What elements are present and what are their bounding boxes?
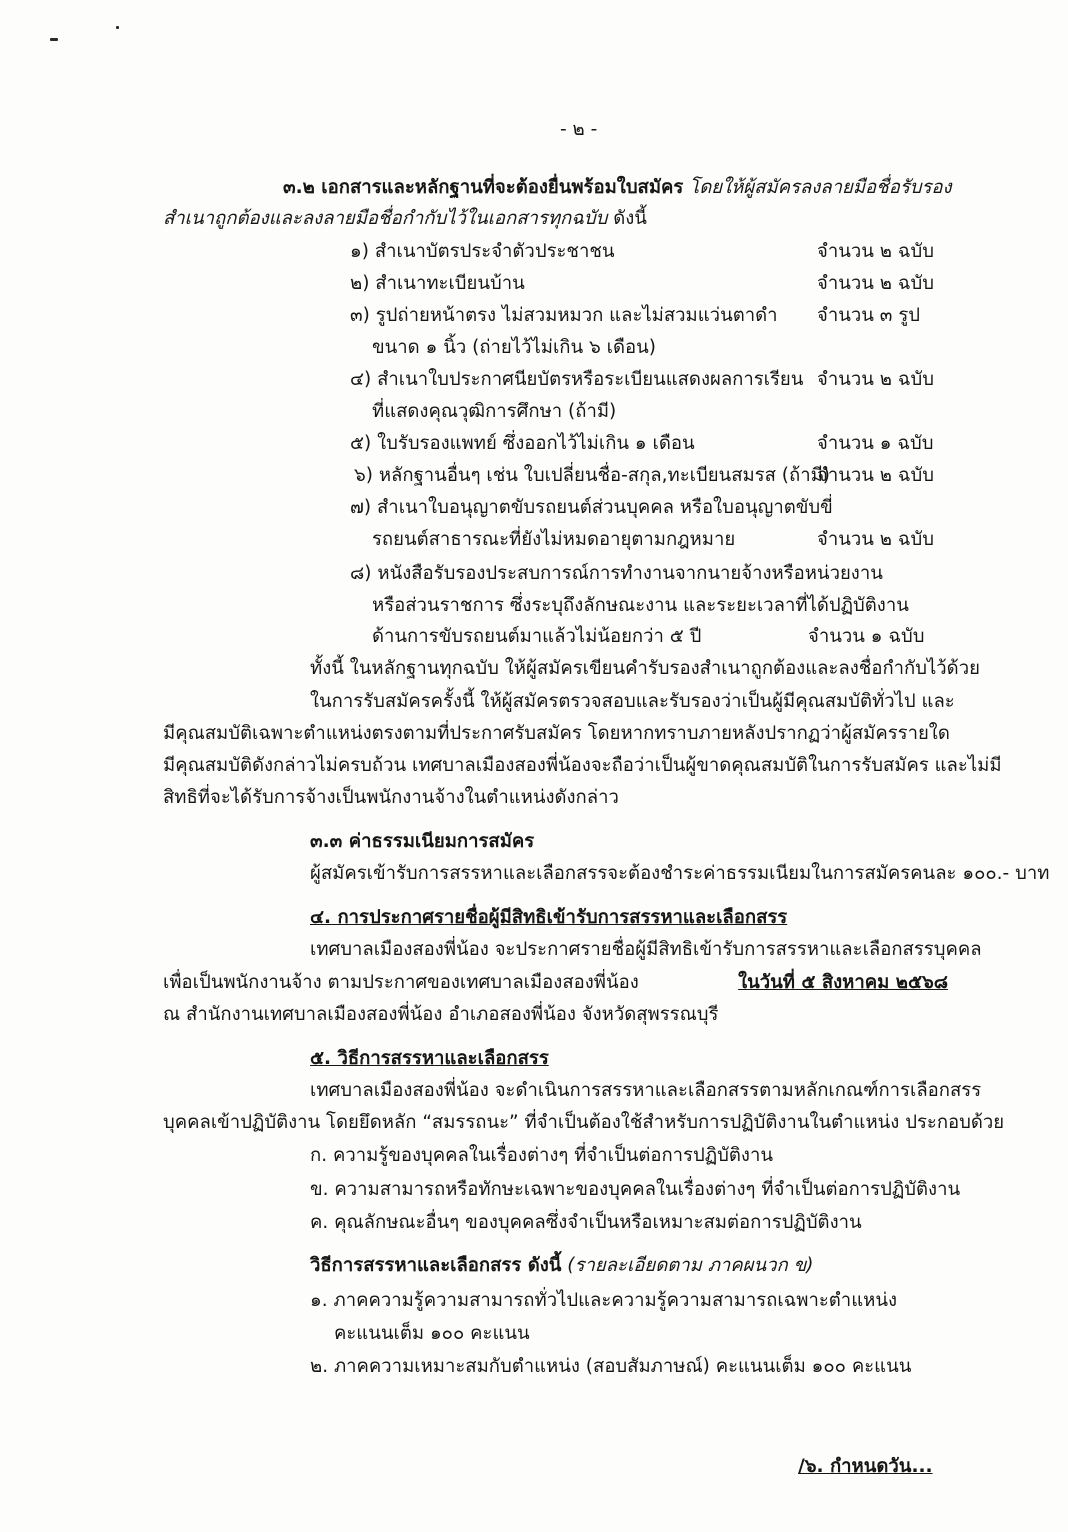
- section-4-heading: ๔. การประกาศรายชื่อผู้มีสิทธิเข้ารับการสรรหาและเลือกสรร: [310, 907, 788, 928]
- section-3-2-title: ๓.๒ เอกสารและหลักฐานที่จะต้องยื่นพร้อมใบสมัคร: [283, 177, 684, 198]
- section-3-3-heading: ๓.๓ ค่าธรรมเนียมการสมัคร: [310, 831, 535, 852]
- scan-speck: [116, 26, 119, 29]
- document-item-7: ๗) สำเนาใบอนุญาตขับรถยนต์ส่วนบุคคล หรือใบอนุญาตขับขี่: [350, 497, 833, 518]
- section-4-line1: เทศบาลเมืองสองพี่น้อง จะประกาศรายชื่อผู้มีสิทธิเข้ารับการสรรหาและเลือกสรรบุคคล: [310, 939, 982, 960]
- document-item-5-qty: จำนวน ๑ ฉบับ: [817, 433, 934, 454]
- document-item-4-line2: ที่แสดงคุณวุฒิการศึกษา (ถ้ามี): [372, 401, 617, 422]
- section-5-heading: ๕. วิธีการสรรหาและเลือกสรร: [310, 1048, 549, 1069]
- document-item-3-qty: จำนวน ๓ รูป: [817, 305, 920, 326]
- section-4-line3: ณ สำนักงานเทศบาลเมืองสองพี่น้อง อำเภอสองพี่น้อง จังหวัดสุพรรณบุรี: [163, 1004, 719, 1025]
- qualification-note-line4: สิทธิที่จะได้รับการจ้างเป็นพนักงานจ้างในตำแหน่งดังกล่าว: [163, 787, 619, 808]
- method-heading: วิธีการสรรหาและเลือกสรร ดังนี้ (รายละเอียดตาม ภาคผนวก ข): [310, 1255, 814, 1276]
- application-fee-text: ผู้สมัครเข้ารับการสรรหาและเลือกสรรจะต้องชำระค่าธรรมเนียมในการสมัครคนละ ๑๐๐.- บาท: [310, 863, 1050, 884]
- document-item-6-qty: จำนวน ๒ ฉบับ: [817, 465, 934, 486]
- document-item-4-qty: จำนวน ๒ ฉบับ: [817, 369, 934, 390]
- document-item-8-line3: ด้านการขับรถยนต์มาแล้วไม่น้อยกว่า ๕ ปี: [372, 626, 702, 647]
- section-4-line2: เพื่อเป็นพนักงานจ้าง ตามประกาศของเทศบาลเมืองสองพี่น้อง ในวันที่ ๕ สิงหาคม ๒๕๖๘: [163, 972, 948, 993]
- qualification-note-line2: มีคุณสมบัติเฉพาะตำแหน่งตรงตามที่ประกาศรับสมัคร โดยหากทราบภายหลังปรากฏว่าผู้สมัครรายใด: [163, 723, 950, 744]
- certify-note: ทั้งนี้ ในหลักฐานทุกฉบับ ให้ผู้สมัครเขียนคำรับรองสำเนาถูกต้องและลงชื่อกำกับไว้ด้วย: [310, 658, 980, 679]
- document-item-3-line2: ขนาด ๑ นิ้ว (ถ่ายไว้ไม่เกิน ๖ เดือน): [372, 337, 656, 358]
- document-item-1: ๑) สำเนาบัตรประจำตัวประชาชน: [350, 241, 615, 262]
- document-item-8-line2: หรือส่วนราชการ ซึ่งระบุถึงลักษณะงาน และระยะเวลาที่ได้ปฏิบัติงาน: [372, 595, 909, 616]
- document-item-8-qty: จำนวน ๑ ฉบับ: [808, 626, 925, 647]
- section-3-2-intro: โดยให้ผู้สมัครลงลายมือชื่อรับรอง: [683, 177, 952, 198]
- page-number: - ๒ -: [560, 119, 598, 140]
- exam-part-1: ๑. ภาคความรู้ความสามารถทั่วไปและความรู้ความสามารถเฉพาะตำแหน่ง: [310, 1290, 897, 1311]
- document-item-2-qty: จำนวน ๒ ฉบับ: [817, 273, 934, 294]
- section-3-2-heading-line2: สำเนาถูกต้องและลงลายมือชื่อกำกับไว้ในเอกสารทุกฉบับ ดังนี้: [163, 208, 647, 229]
- section-5-line2: บุคคลเข้าปฏิบัติงาน โดยยึดหลัก “สมรรถนะ” ที่จำเป็นต้องใช้สำหรับการปฏิบัติงานในตำแหน่ง ประกอบด้วย: [163, 1112, 1005, 1133]
- method-note: (รายละเอียดตาม ภาคผนวก ข): [561, 1255, 814, 1276]
- document-item-2: ๒) สำเนาทะเบียนบ้าน: [350, 273, 525, 294]
- document-item-7-line2: รถยนต์สาธารณะที่ยังไม่หมดอายุตามกฎหมาย: [372, 529, 736, 550]
- document-item-6: ๖) หลักฐานอื่นๆ เช่น ใบเปลี่ยนชื่อ-สกุล,ทะเบียนสมรส (ถ้ามี): [354, 465, 831, 486]
- criteria-item: ค. คุณลักษณะอื่นๆ ของบุคคลซึ่งจำเป็นหรือเหมาะสมต่อการปฏิบัติงาน: [310, 1212, 862, 1233]
- announcement-date: ในวันที่ ๕ สิงหาคม ๒๕๖๘: [738, 972, 948, 993]
- document-item-8: ๘) หนังสือรับรองประสบการณ์การทำงานจากนายจ้างหรือหน่วยงาน: [350, 563, 883, 584]
- document-item-4: ๔) สำเนาใบประกาศนียบัตรหรือระเบียนแสดงผลการเรียน: [350, 369, 804, 390]
- qualification-note-line3: มีคุณสมบัติดังกล่าวไม่ครบถ้วน เทศบาลเมืองสองพี่น้องจะถือว่าเป็นผู้ขาดคุณสมบัติในการรับสมัคร และไม่มี: [163, 755, 1002, 776]
- exam-part-1-score: คะแนนเต็ม ๑๐๐ คะแนน: [334, 1323, 530, 1344]
- document-item-1-qty: จำนวน ๒ ฉบับ: [817, 241, 934, 262]
- section-3-2-heading: [283, 176, 952, 200]
- document-item-5: ๕) ใบรับรองแพทย์ ซึ่งออกไว้ไม่เกิน ๑ เดือน: [350, 433, 695, 454]
- scan-speck: [50, 38, 58, 41]
- section-5-line1: เทศบาลเมืองสองพี่น้อง จะดำเนินการสรรหาและเลือกสรรตามหลักเกณฑ์การเลือกสรร: [310, 1080, 982, 1101]
- document-item-7-qty: จำนวน ๒ ฉบับ: [817, 529, 934, 550]
- next-page-marker: /๖. กำหนดวัน...: [798, 1456, 933, 1477]
- exam-part-2: ๒. ภาคความเหมาะสมกับตำแหน่ง (สอบสัมภาษณ์) คะแนนเต็ม ๑๐๐ คะแนน: [310, 1356, 912, 1377]
- criteria-item: ข. ความสามารถหรือทักษะเฉพาะของบุคคลในเรื่องต่างๆ ที่จำเป็นต่อการปฏิบัติงาน: [310, 1179, 961, 1200]
- document-item-3: ๓) รูปถ่ายหน้าตรง ไม่สวมหมวก และไม่สวมแว่นตาดำ: [350, 305, 778, 326]
- qualification-note-line1: ในการรับสมัครครั้งนี้ ให้ผู้สมัครตรวจสอบและรับรองว่าเป็นผู้มีคุณสมบัติทั่วไป และ: [310, 691, 955, 712]
- criteria-item: ก. ความรู้ของบุคคลในเรื่องต่างๆ ที่จำเป็นต่อการปฏิบัติงาน: [310, 1145, 773, 1166]
